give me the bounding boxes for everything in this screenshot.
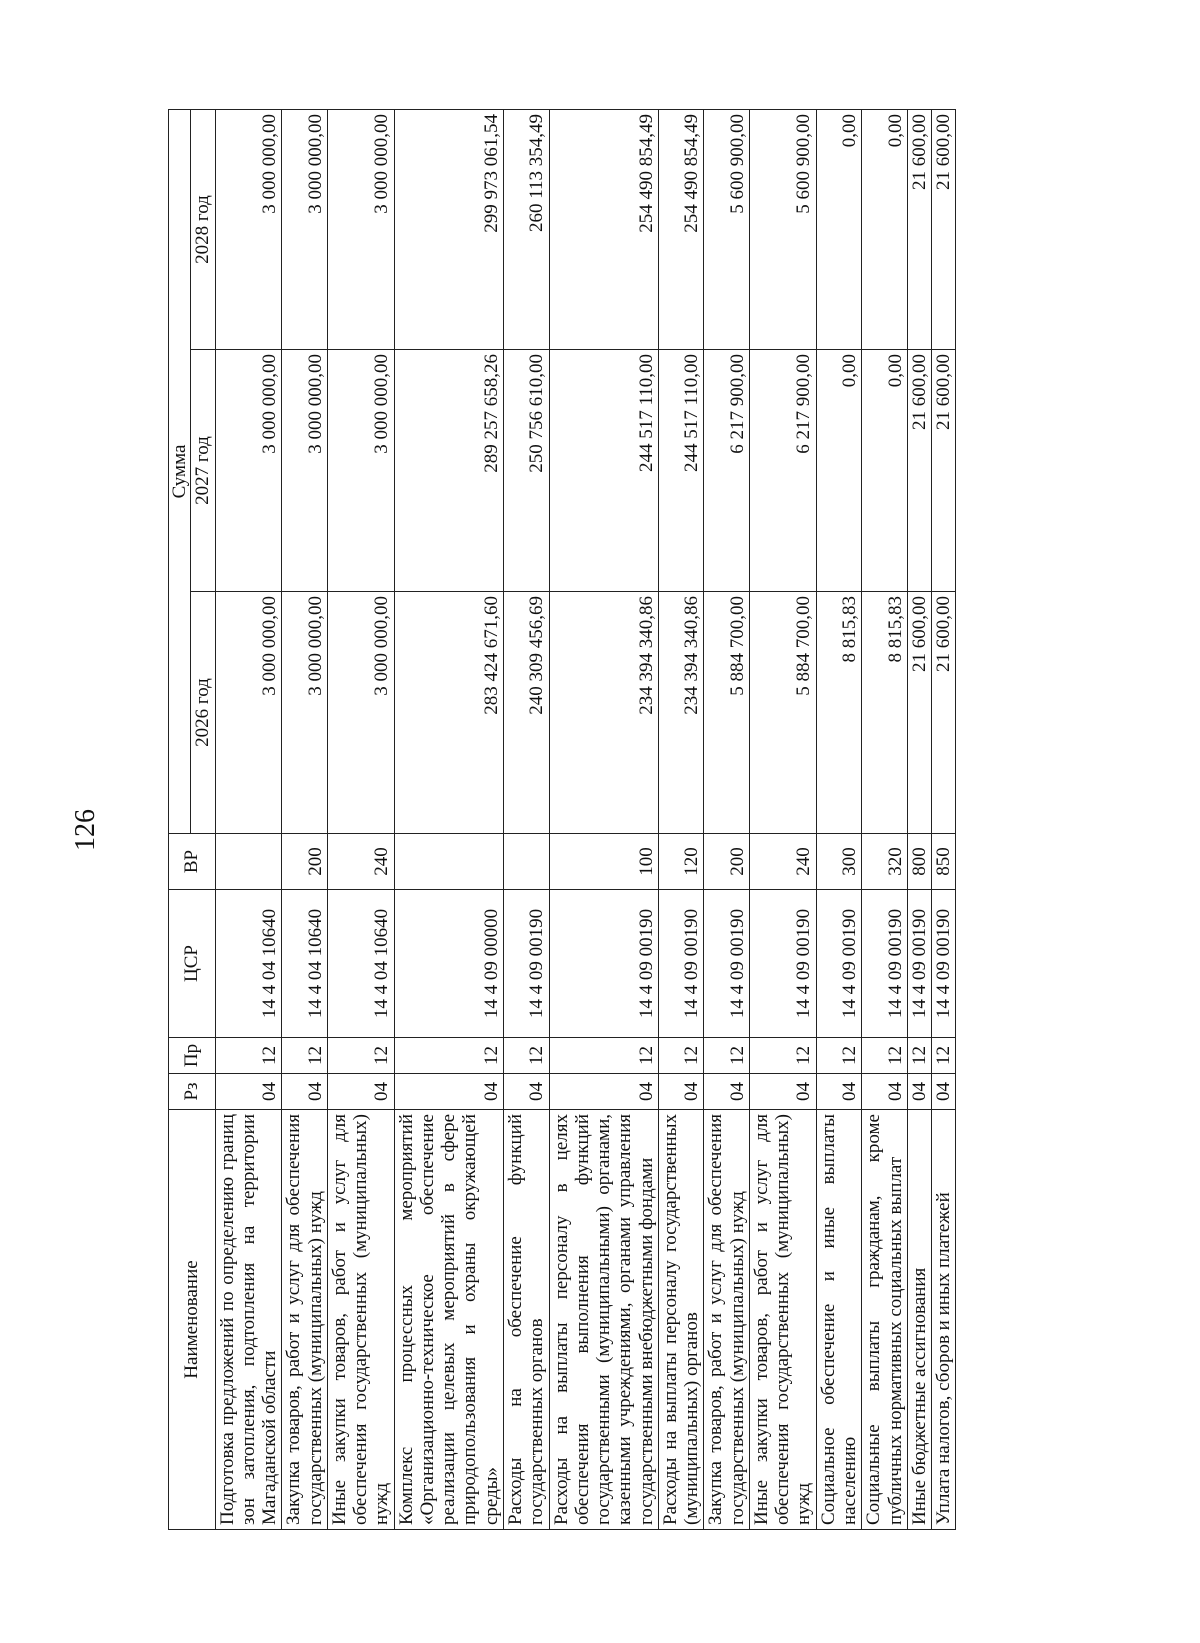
table-cell-2027: 250 756 610,00 [503,350,549,592]
table-cell-2027: 6 217 900,00 [749,350,816,592]
table-cell-2027: 3 000 000,00 [282,350,328,592]
table-row [704,109,750,1529]
header-rz: Рз [169,1074,216,1110]
table-cell-name: Иные закупки товаров, работ и услуг для обеспечения государственных (муниципальных) нужд [749,1110,816,1530]
table-cell-vr: 200 [704,834,750,890]
table-cell-csr: 14 4 04 10640 [282,890,328,1038]
table-cell-pr: 12 [704,1038,750,1074]
table-cell-2026: 21 600,00 [907,592,931,834]
table-cell-2026: 8 815,83 [862,592,908,834]
table-cell-rz: 04 [749,1074,816,1110]
page-number: 126 [70,809,101,851]
table-cell-2027: 6 217 900,00 [704,350,750,592]
table-cell-2026: 5 884 700,00 [704,592,750,834]
table-row [503,109,549,1529]
table-cell-2028: 21 600,00 [907,109,931,349]
table-cell-2028: 254 490 854,49 [549,109,658,349]
table-cell-csr: 14 4 09 00190 [816,890,862,1038]
table-cell-2026: 283 424 671,60 [394,592,503,834]
table-row [282,109,328,1529]
table-cell-2028: 260 113 354,49 [503,109,549,349]
table-cell-2028: 0,00 [862,109,908,349]
table-cell-rz: 04 [862,1074,908,1110]
table-cell-2026: 3 000 000,00 [215,592,282,834]
table-cell-name: Расходы на обеспечение функций государственных органов [503,1110,549,1530]
table-cell-vr: 240 [327,834,394,890]
table-cell-2027: 0,00 [862,350,908,592]
table-cell-rz: 04 [658,1074,704,1110]
table-cell-2027: 244 517 110,00 [658,350,704,592]
table-cell-pr: 12 [749,1038,816,1074]
header-csr: ЦСР [169,890,216,1038]
table-cell-2027: 244 517 110,00 [549,350,658,592]
header-2027: 2027 год [191,350,215,592]
table-cell-rz: 04 [932,1074,956,1110]
header-row [169,109,191,1529]
header-vr: ВР [169,834,216,890]
table-cell-2027: 0,00 [816,350,862,592]
table-cell-2027: 21 600,00 [907,350,931,592]
table-cell-pr: 12 [907,1038,931,1074]
table-cell-2028: 0,00 [816,109,862,349]
table-cell-csr: 14 4 09 00190 [704,890,750,1038]
table-cell-name: Расходы на выплаты персоналу государственных (муниципальных) органов [658,1110,704,1530]
table-row [394,109,503,1529]
table-cell-csr: 14 4 09 00000 [394,890,503,1038]
table-cell-name: Комплекс процессных мероприятий «Организационно-техническое обеспечение реализации целевых мероприятий в сфере природопользования и охраны окружающей среды» [394,1110,503,1530]
table-cell-csr: 14 4 04 10640 [215,890,282,1038]
table-row [549,109,658,1529]
header-2028: 2028 год [191,109,215,349]
table-cell-2027: 21 600,00 [932,350,956,592]
table-cell-name: Иные закупки товаров, работ и услуг для обеспечения государственных (муниципальных) нужд [327,1110,394,1530]
table-cell-name: Иные бюджетные ассигнования [907,1110,931,1530]
table-cell-pr: 12 [549,1038,658,1074]
table-cell-csr: 14 4 04 10640 [327,890,394,1038]
table-row [907,109,931,1529]
header-pr: Пр [169,1038,216,1074]
table-cell-vr: 120 [658,834,704,890]
table-row [215,109,282,1529]
table-cell-rz: 04 [282,1074,328,1110]
table-cell-pr: 12 [816,1038,862,1074]
header-name: Наименование [169,1110,216,1530]
table-cell-2027: 3 000 000,00 [215,350,282,592]
table-cell-name: Закупка товаров, работ и услуг для обеспечения государственных (муниципальных) нужд [282,1110,328,1530]
table-cell-rz: 04 [327,1074,394,1110]
table-cell-pr: 12 [215,1038,282,1074]
header-sum: Сумма [169,109,191,833]
table-cell-csr: 14 4 09 00190 [549,890,658,1038]
table-cell-vr: 850 [932,834,956,890]
table-cell-2026: 8 815,83 [816,592,862,834]
table-cell-name: Социальное обеспечение и иные выплаты населению [816,1110,862,1530]
table-cell-2028: 3 000 000,00 [327,109,394,349]
table-cell-vr [503,834,549,890]
table-cell-2028: 3 000 000,00 [282,109,328,349]
table-cell-2028: 3 000 000,00 [215,109,282,349]
table-row [327,109,394,1529]
table-cell-csr: 14 4 09 00190 [658,890,704,1038]
table-cell-2028: 5 600 900,00 [749,109,816,349]
table-cell-pr: 12 [282,1038,328,1074]
table-cell-name: Социальные выплаты гражданам, кроме публичных нормативных социальных выплат [862,1110,908,1530]
table-cell-pr: 12 [394,1038,503,1074]
table-cell-2026: 234 394 340,86 [549,592,658,834]
table-cell-2026: 234 394 340,86 [658,592,704,834]
table-cell-2027: 289 257 658,26 [394,350,503,592]
table-cell-pr: 12 [932,1038,956,1074]
table-cell-name: Расходы на выплаты персоналу в целях обеспечения выполнения функций государственными (муниципальными) органами, казенными учреждениями, органами управления государственными внебюджетными фондами [549,1110,658,1530]
table-cell-vr [394,834,503,890]
table-body [215,109,956,1529]
table-cell-name: Подготовка предложений по определению границ зон затопления, подтопления на территории Магаданской области [215,1110,282,1530]
table-row [862,109,908,1529]
table-cell-pr: 12 [658,1038,704,1074]
table-row [749,109,816,1529]
table-cell-csr: 14 4 09 00190 [862,890,908,1038]
table-cell-vr [215,834,282,890]
table-cell-rz: 04 [394,1074,503,1110]
table-cell-rz: 04 [215,1074,282,1110]
table-cell-2028: 5 600 900,00 [704,109,750,349]
table-cell-csr: 14 4 09 00190 [749,890,816,1038]
budget-table [168,109,956,1530]
table-cell-csr: 14 4 09 00190 [503,890,549,1038]
table-cell-2026: 21 600,00 [932,592,956,834]
table-cell-vr: 100 [549,834,658,890]
table-cell-pr: 12 [862,1038,908,1074]
table-cell-vr: 200 [282,834,328,890]
table-cell-rz: 04 [704,1074,750,1110]
table-cell-name: Закупка товаров, работ и услуг для обеспечения государственных (муниципальных) нужд [704,1110,750,1530]
table-cell-2028: 21 600,00 [932,109,956,349]
table-cell-rz: 04 [816,1074,862,1110]
table-row [932,109,956,1529]
table-cell-2026: 3 000 000,00 [282,592,328,834]
table-cell-2026: 5 884 700,00 [749,592,816,834]
table-cell-csr: 14 4 09 00190 [907,890,931,1038]
table-cell-name: Уплата налогов, сборов и иных платежей [932,1110,956,1530]
table-row [658,109,704,1529]
table-row [816,109,862,1529]
table-cell-2028: 299 973 061,54 [394,109,503,349]
table-cell-2028: 254 490 854,49 [658,109,704,349]
table-cell-2026: 3 000 000,00 [327,592,394,834]
table-cell-rz: 04 [549,1074,658,1110]
table-cell-vr: 240 [749,834,816,890]
table-cell-vr: 320 [862,834,908,890]
table-cell-2027: 3 000 000,00 [327,350,394,592]
table-cell-pr: 12 [327,1038,394,1074]
table-cell-csr: 14 4 09 00190 [932,890,956,1038]
table-cell-vr: 300 [816,834,862,890]
table-cell-rz: 04 [907,1074,931,1110]
table-cell-rz: 04 [503,1074,549,1110]
rotated-table-container [168,110,1028,1530]
table-cell-vr: 800 [907,834,931,890]
table-cell-pr: 12 [503,1038,549,1074]
table-cell-2026: 240 309 456,69 [503,592,549,834]
header-2026: 2026 год [191,592,215,834]
